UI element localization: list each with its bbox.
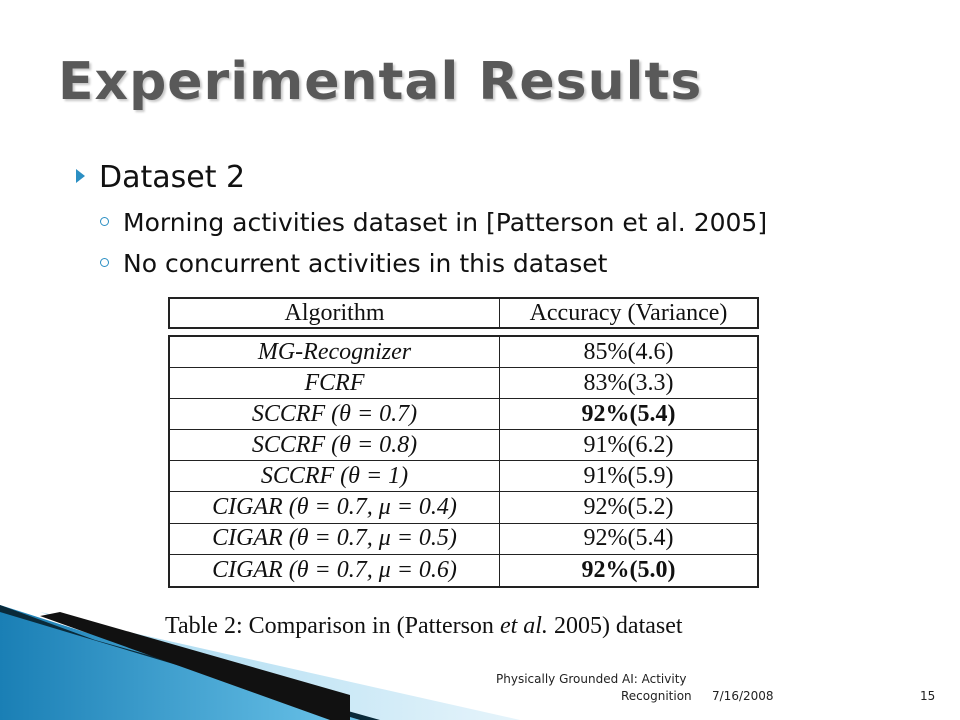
header-accuracy: Accuracy (Variance) bbox=[529, 299, 728, 326]
accuracy-cell: 83%(3.3) bbox=[583, 369, 674, 396]
footer-date: 7/16/2008 bbox=[712, 689, 774, 703]
table-row bbox=[170, 399, 757, 430]
slide-title: Experimental Results bbox=[58, 52, 703, 112]
algorithm-cell: CIGAR (θ = 0.7, μ = 0.4) bbox=[170, 492, 500, 522]
table-row bbox=[170, 368, 757, 399]
table-row bbox=[170, 430, 757, 461]
ring-bullet-icon bbox=[100, 258, 109, 267]
caption-em: et al. bbox=[499, 613, 548, 639]
bullet-dataset bbox=[76, 160, 245, 195]
algorithm-cell: SCCRF (θ = 0.7) bbox=[170, 399, 500, 429]
sub-bullet-1 bbox=[100, 208, 767, 237]
algorithm-cell: SCCRF (θ = 1) bbox=[170, 461, 500, 491]
table-row bbox=[170, 337, 757, 368]
bullet-text: Dataset 2 bbox=[99, 160, 246, 195]
accuracy-cell: 85%(4.6) bbox=[583, 338, 674, 365]
table-row bbox=[170, 524, 757, 555]
table-header bbox=[168, 297, 759, 329]
table-caption bbox=[165, 613, 683, 640]
sub-bullet-2 bbox=[100, 249, 607, 278]
caption-text-end: 2005) dataset bbox=[547, 613, 683, 639]
accuracy-cell: 92%(5.0) bbox=[581, 556, 676, 583]
results-table bbox=[168, 335, 759, 588]
algorithm-cell: CIGAR (θ = 0.7, μ = 0.5) bbox=[170, 524, 500, 554]
algorithm-cell: SCCRF (θ = 0.8) bbox=[170, 430, 500, 460]
footer-page-number: 15 bbox=[920, 689, 936, 703]
caption-text: Table 2: Comparison in (Patterson bbox=[165, 613, 500, 639]
sub-bullet-text: No concurrent activities in this dataset bbox=[123, 249, 608, 278]
footer-title-line2: Recognition bbox=[621, 689, 692, 703]
bullet-arrow-icon bbox=[76, 169, 85, 183]
algorithm-cell: CIGAR (θ = 0.7, μ = 0.6) bbox=[170, 555, 500, 586]
footer-title-line1: Physically Grounded AI: Activity bbox=[496, 672, 687, 686]
ring-bullet-icon bbox=[100, 217, 109, 226]
accuracy-cell: 91%(5.9) bbox=[583, 462, 674, 489]
sub-bullet-text: Morning activities dataset in [Patterson et al. 2005] bbox=[123, 208, 768, 237]
accuracy-cell: 92%(5.2) bbox=[583, 494, 674, 521]
header-algorithm: Algorithm bbox=[170, 299, 500, 327]
table-row bbox=[170, 461, 757, 492]
accuracy-cell: 92%(5.4) bbox=[581, 400, 676, 427]
accuracy-cell: 91%(6.2) bbox=[583, 431, 674, 458]
accuracy-cell: 92%(5.4) bbox=[583, 525, 674, 552]
table-row bbox=[170, 555, 757, 586]
algorithm-cell: FCRF bbox=[170, 368, 500, 398]
table-row bbox=[170, 492, 757, 523]
algorithm-cell: MG-Recognizer bbox=[170, 337, 500, 367]
